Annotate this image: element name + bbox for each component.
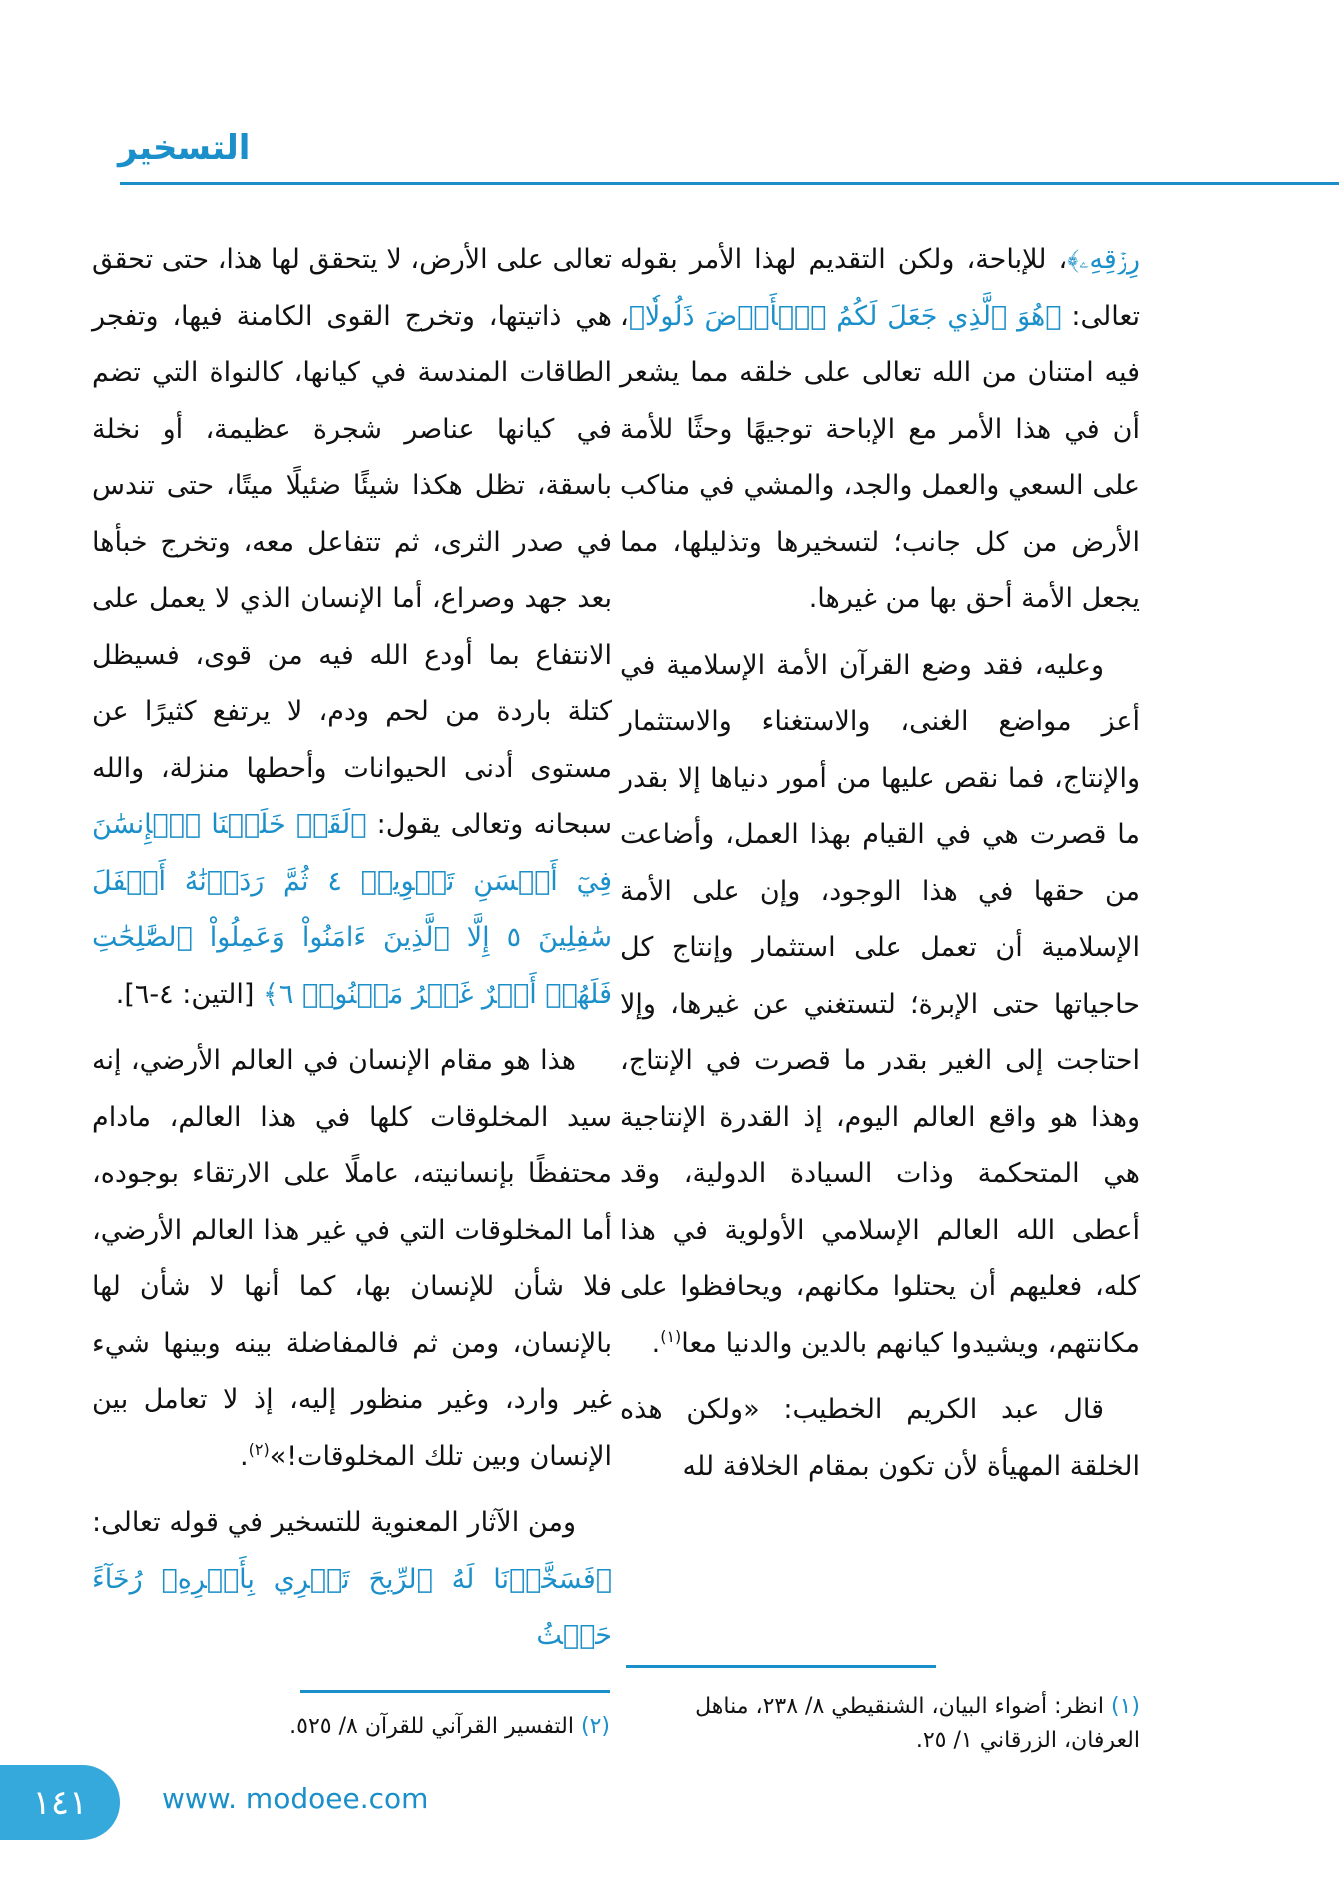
paragraph xyxy=(620,638,1140,1373)
paragraph xyxy=(92,232,612,1023)
quran-verse: ﴿فَسَخَّرۡنَا لَهُ ٱلرِّيحَ تَجۡرِي بِأَمۡرِهِۦ رُخَآءً حَيۡثُ xyxy=(92,1563,612,1651)
footnote-number: (٢) xyxy=(580,1714,610,1739)
website-url[interactable]: www. modoee.com xyxy=(162,1782,429,1815)
footnote-text: التفسير القرآني للقرآن ٨/ ٥٢٥. xyxy=(289,1714,581,1739)
paragraph-text: ، فيه امتنان من الله تعالى على خلقه مما يشعر أن في هذا الأمر مع الإباحة توجيهًا وحثًا للأمة على السعي والعمل والجد، والمشي في مناكب الأرض من كل جانب؛ لتسخيرها وتذليلها، مما يجعل الأمة أحق بها من غيرها. xyxy=(620,300,1140,614)
footnote-left xyxy=(110,1710,610,1744)
paragraph-text: وعليه، فقد وضع القرآن الأمة الإسلامية في أعز مواضع الغنى، والاستغناء والاستثمار والإنتاج، فما نقص عليها من أمور دنياها إلا بقدر ما قصرت هي في القيام بهذا العمل، وأضاعت من حقها في هذا الوجود، وإن على الأمة الإسلامية أن تعمل على استثمار وإنتاج كل حاجياتها حتى الإبرة؛ لتستغني عن غيرها، وإلا احتاجت إلى الغير بقدر ما قصرت في الإنتاج، وهذا هو واقع العالم اليوم، إذ القدرة الإنتاجية هي المتحكمة وذات السيادة الدولية، وقد أعطى الله العالم الإسلامي الأولوية في هذا كله، فعليهم أن يحتلوا مكانهم، ويحافظوا على مكانتهم، ويشيدوا كيانهم بالدين والدنيا معا xyxy=(620,649,1140,1359)
left-text-column xyxy=(92,232,612,1665)
footnote-right xyxy=(630,1690,1140,1758)
paragraph xyxy=(92,1495,612,1665)
paragraph xyxy=(620,1382,1140,1495)
quran-verse: ﴿لَقَدۡ خَلَقۡنَا ٱلۡإِنسَٰنَ فِيٓ أَحۡسَنِ تَقۡوِيمٖ ٤ ثُمَّ رَدَدۡنَٰهُ أَسۡفَلَ سَٰفِلِينَ ٥ إِلَّا ٱلَّذِينَ ءَامَنُواْ وَعَمِلُواْ ٱلصَّٰلِحَٰتِ فَلَهُمۡ أَجۡرٌ غَيۡرُ مَمۡنُونٖ ٦﴾ xyxy=(92,809,612,1010)
paragraph-text: [التين: ٤-٦]. xyxy=(115,978,264,1010)
footnote-ref: (١) xyxy=(660,1326,682,1346)
header-rule xyxy=(120,182,1339,185)
footnote-ref: (٢) xyxy=(248,1439,270,1459)
paragraph-text: ، للإباحة، ولكن التقديم لهذا الأمر بقوله تعالى: xyxy=(620,244,1140,332)
footnote-text: انظر: أضواء البيان، الشنقيطي ٨/ ٢٣٨، مناهل العرفان، الزرقاني ١/ ٢٥. xyxy=(695,1694,1140,1753)
paragraph xyxy=(620,232,1140,628)
page-number-tab xyxy=(0,1765,120,1840)
paragraph-text: . xyxy=(651,1327,661,1359)
right-text-column xyxy=(620,232,1140,1495)
footnote-rule-left xyxy=(300,1690,610,1693)
paragraph-text: تعالى على الأرض، لا يتحقق لها هذا، حتى تحقق هي ذاتيتها، وتخرج القوى الكامنة فيها، وتفجر الطاقات المندسة في كيانها، كالنواة التي تضم في كيانها عناصر شجرة عظيمة، أو نخلة باسقة، تظل هكذا شيئًا ضئيلًا ميتًا، حتى تندس في صدر الثرى، ثم تتفاعل معه، وتخرج خبأها بعد جهد وصراع، أما الإنسان الذي لا يعمل على الانتفاع بما أودع الله فيه من قوى، فسيظل كتلة باردة من لحم ودم، لا يرتفع كثيرًا عن مستوى أدنى الحيوانات وأحطها منزلة، والله سبحانه وتعالى يقول: xyxy=(92,244,612,840)
paragraph-text: . xyxy=(240,1440,249,1472)
quran-verse: رِزۡقِهِۦ﴾ xyxy=(1067,244,1140,275)
paragraph-text: قال عبد الكريم الخطيب: «ولكن هذه الخلقة المهيأة لأن تكون بمقام الخلافة لله xyxy=(620,1394,1140,1482)
footnote-number: (١) xyxy=(1110,1694,1140,1719)
running-header-title: التسخير xyxy=(118,128,251,168)
footnote-rule-right xyxy=(626,1665,936,1668)
page-number: ١٤١ xyxy=(32,1782,88,1823)
quran-verse: ﴿هُوَ ٱلَّذِي جَعَلَ لَكُمُ ٱلۡأَرۡضَ ذَلُولٗا﴾ xyxy=(628,300,1062,332)
paragraph xyxy=(92,1033,612,1485)
paragraph-text: ومن الآثار المعنوية للتسخير في قوله تعالى: xyxy=(92,1507,576,1538)
paragraph-text: هذا هو مقام الإنسان في العالم الأرضي، إنه سيد المخلوقات كلها في هذا العالم، مادام محتفظًا بإنسانيته، عاملًا على الارتقاء بوجوده، أما المخلوقات التي في غير هذا العالم الأرضي، فلا شأن للإنسان بها، كما أنها لا شأن لها بالإنسان، ومن ثم فالمفاضلة بينه وبينها شيء غير وارد، وغير منظور إليه، إذ لا تعامل بين الإنسان وبين تلك المخلوقات!» xyxy=(92,1045,612,1472)
